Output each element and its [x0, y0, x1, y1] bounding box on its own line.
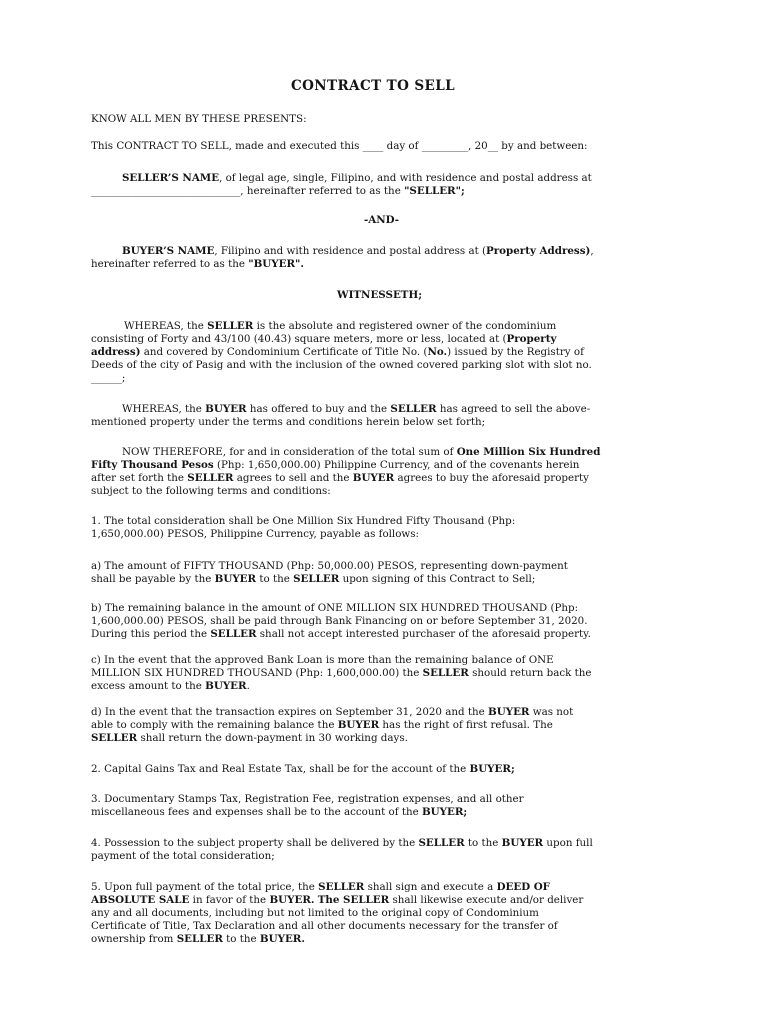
document-line	[91, 894, 583, 907]
text-run: During this period the	[91, 628, 211, 640]
text-run: shall not accept interested purchaser of the aforesaid property.	[256, 628, 591, 640]
bold-text: SELLER	[187, 472, 234, 484]
text-run: _____________________________, hereinafter referred to as the	[91, 185, 405, 197]
text-run: a) The amount of FIFTY THOUSAND (Php: 50,000.00) PESOS, representing down-payment	[91, 560, 568, 572]
bold-text: SELLER	[210, 628, 257, 640]
text-run: c) In the event that the approved Bank Loan is more than the remaining balance of ONE	[91, 654, 554, 666]
text-run: upon full	[543, 837, 593, 849]
bold-text: ABSOLUTE SALE	[91, 894, 190, 906]
text-run: WHEREAS, the	[124, 320, 208, 332]
text-run: has agreed to sell the above-	[436, 403, 591, 415]
bold-text: BUYER.	[259, 933, 305, 945]
document-line	[91, 528, 419, 541]
bold-text: -AND-	[364, 214, 400, 226]
document-line	[91, 793, 524, 806]
text-run: ownership from	[91, 933, 177, 945]
text-run: NOW THEREFORE, for and in consideration of the total sum of	[122, 446, 457, 458]
text-run: miscellaneous fees and expenses shall be to the account of the	[91, 806, 422, 818]
text-run: payment of the total consideration;	[91, 850, 275, 862]
document-line	[91, 515, 515, 528]
bold-text: "BUYER".	[248, 258, 304, 270]
text-run: to the	[222, 933, 260, 945]
document-line	[364, 214, 399, 227]
document-line	[91, 719, 553, 732]
bold-text: WITNESSETH;	[337, 289, 422, 301]
text-run: ______;	[91, 372, 126, 384]
text-run: 1,600,000.00) PESOS, shall be paid through Bank Financing on or before September 31, 2020.	[91, 615, 588, 627]
text-run: after set forth the	[91, 472, 188, 484]
text-run: was not	[529, 706, 574, 718]
text-run: in favor of the	[189, 894, 270, 906]
document-line	[91, 372, 125, 385]
text-run: hereinafter referred to as the	[91, 258, 249, 270]
bold-text: BUYER	[205, 680, 247, 692]
document-line	[91, 706, 573, 719]
bold-text: Property	[506, 333, 557, 345]
document-line	[91, 472, 589, 485]
bold-text: SELLER	[207, 320, 254, 332]
bold-text: SELLER	[293, 573, 340, 585]
bold-text: BUYER	[205, 403, 247, 415]
document-line	[91, 806, 467, 819]
bold-text: SELLER	[318, 881, 365, 893]
document-line	[91, 140, 588, 153]
document-line	[91, 907, 539, 920]
text-run: .	[246, 680, 250, 692]
document-line	[91, 602, 578, 615]
text-run: should return back the	[468, 667, 592, 679]
document-title: CONTRACT TO SELL	[291, 78, 456, 94]
document-line	[122, 446, 600, 459]
text-run: 4. Possession to the subject property shall be delivered by the	[91, 837, 419, 849]
document-line	[91, 667, 591, 680]
document-line	[124, 320, 556, 333]
text-run: MILLION SIX HUNDRED THOUSAND (Php: 1,600,000.00) the	[91, 667, 423, 679]
text-run: any and all documents, including but not limited to the original copy of Condominium	[91, 907, 539, 919]
document-line	[91, 185, 465, 198]
bold-text: BUYER	[501, 837, 544, 849]
text-run: d) In the event that the transaction expires on September 31, 2020 and the	[91, 706, 489, 718]
document-line	[91, 837, 593, 850]
text-run: agrees to buy the aforesaid property	[394, 472, 589, 484]
document-line	[91, 113, 307, 126]
text-run: consisting of Forty and 43/100 (40.43) square meters, more or less, located at (	[91, 333, 507, 345]
text-run: subject to the following terms and conditions:	[91, 485, 331, 497]
text-run: Certificate of Title, Tax Declaration and all other documents necessary for the transfer of	[91, 920, 558, 932]
text-run: shall return the down-payment in 30 working days.	[137, 732, 408, 744]
text-run: This CONTRACT TO SELL, made and executed this ____ day of _________, 20__ by and between:	[91, 140, 588, 152]
bold-text: BUYER;	[421, 806, 468, 818]
text-run: excess amount to the	[91, 680, 206, 692]
bold-text: "SELLER";	[404, 185, 465, 197]
bold-text: SELLER	[91, 732, 138, 744]
document-line	[337, 289, 422, 302]
bold-text: BUYER’S NAME	[122, 245, 215, 257]
document-line	[91, 881, 550, 894]
bold-text: SELLER	[390, 403, 437, 415]
bold-text: No.	[427, 346, 448, 358]
bold-text: address)	[91, 346, 141, 358]
bold-text: SELLER	[176, 933, 223, 945]
document-line	[91, 763, 515, 776]
document-line	[91, 573, 535, 586]
text-run: ) issued by the Registry of	[447, 346, 584, 358]
document-line	[122, 245, 594, 258]
document-line	[91, 485, 331, 498]
text-run: 5. Upon full payment of the total price, the	[91, 881, 319, 893]
text-run: has the right of first refusal. The	[379, 719, 553, 731]
document-line	[91, 560, 568, 573]
document-line	[91, 628, 591, 641]
document-line	[91, 346, 584, 359]
text-run: 3. Documentary Stamps Tax, Registration Fee, registration expenses, and all other	[91, 793, 524, 805]
text-run: 2. Capital Gains Tax and Real Estate Tax, shall be for the account of the	[91, 763, 470, 775]
document-line	[91, 615, 588, 628]
text-run: b) The remaining balance in the amount of ONE MILLION SIX HUNDRED THOUSAND (Php:	[91, 602, 579, 614]
text-run: shall likewise execute and/or deliver	[389, 894, 584, 906]
text-run: and covered by Condominium Certificate of Title No. (	[140, 346, 428, 358]
bold-text: Fifty Thousand Pesos	[91, 459, 214, 471]
document-line	[91, 920, 558, 933]
text-run: 1. The total consideration shall be One Million Six Hundred Fifty Thousand (Php:	[91, 515, 516, 527]
text-run: agrees to sell and the	[233, 472, 353, 484]
document-line	[91, 333, 556, 346]
bold-text: BUYER	[337, 719, 380, 731]
bold-text: SELLER’S NAME	[122, 172, 220, 184]
text-run: KNOW ALL MEN BY THESE PRESENTS:	[91, 113, 307, 125]
bold-text: Property Address)	[486, 245, 591, 257]
document-line	[91, 654, 554, 667]
document-line	[122, 172, 592, 185]
document-line	[91, 732, 408, 745]
bold-text: The SELLER	[317, 894, 390, 906]
text-run: to the	[464, 837, 502, 849]
text-run: shall sign and execute a	[364, 881, 497, 893]
text-run: Deeds of the city of Pasig and with the inclusion of the owned covered parking slot with slot no.	[91, 359, 592, 371]
bold-text: BUYER;	[469, 763, 515, 775]
document-line	[91, 459, 579, 472]
text-run: is the absolute and registered owner of the condominium	[253, 320, 557, 332]
text-run: has offered to buy and the	[246, 403, 391, 415]
bold-text: BUYER	[214, 573, 257, 585]
bold-text: BUYER	[352, 472, 395, 484]
text-run: able to comply with the remaining balance the	[91, 719, 338, 731]
text-run: 1,650,000.00) PESOS, Philippine Currency, payable as follows:	[91, 528, 419, 540]
document-line	[91, 933, 305, 946]
text-run: upon signing of this Contract to Sell;	[339, 573, 536, 585]
text-run: shall be payable by the	[91, 573, 215, 585]
document-line	[91, 258, 304, 271]
document-line	[122, 403, 590, 416]
document-line	[91, 359, 592, 372]
bold-text: DEED OF	[496, 881, 550, 893]
text-run: (Php: 1,650,000.00) Philippine Currency, and of the covenants herein	[213, 459, 580, 471]
text-run: ,	[590, 245, 594, 257]
text-run: to the	[256, 573, 294, 585]
document-line	[91, 680, 250, 693]
bold-text: BUYER.	[269, 894, 315, 906]
document-line	[91, 416, 485, 429]
bold-text: SELLER	[422, 667, 469, 679]
text-run: mentioned property under the terms and conditions herein below set forth;	[91, 416, 486, 428]
text-run: , of legal age, single, Filipino, and with residence and postal address at	[219, 172, 592, 184]
document-line	[91, 850, 275, 863]
bold-text: BUYER	[488, 706, 530, 718]
text-run: WHEREAS, the	[122, 403, 206, 415]
bold-text: One Million Six Hundred	[456, 446, 601, 458]
text-run: , Filipino and with residence and postal address at (	[214, 245, 487, 257]
bold-text: SELLER	[418, 837, 465, 849]
